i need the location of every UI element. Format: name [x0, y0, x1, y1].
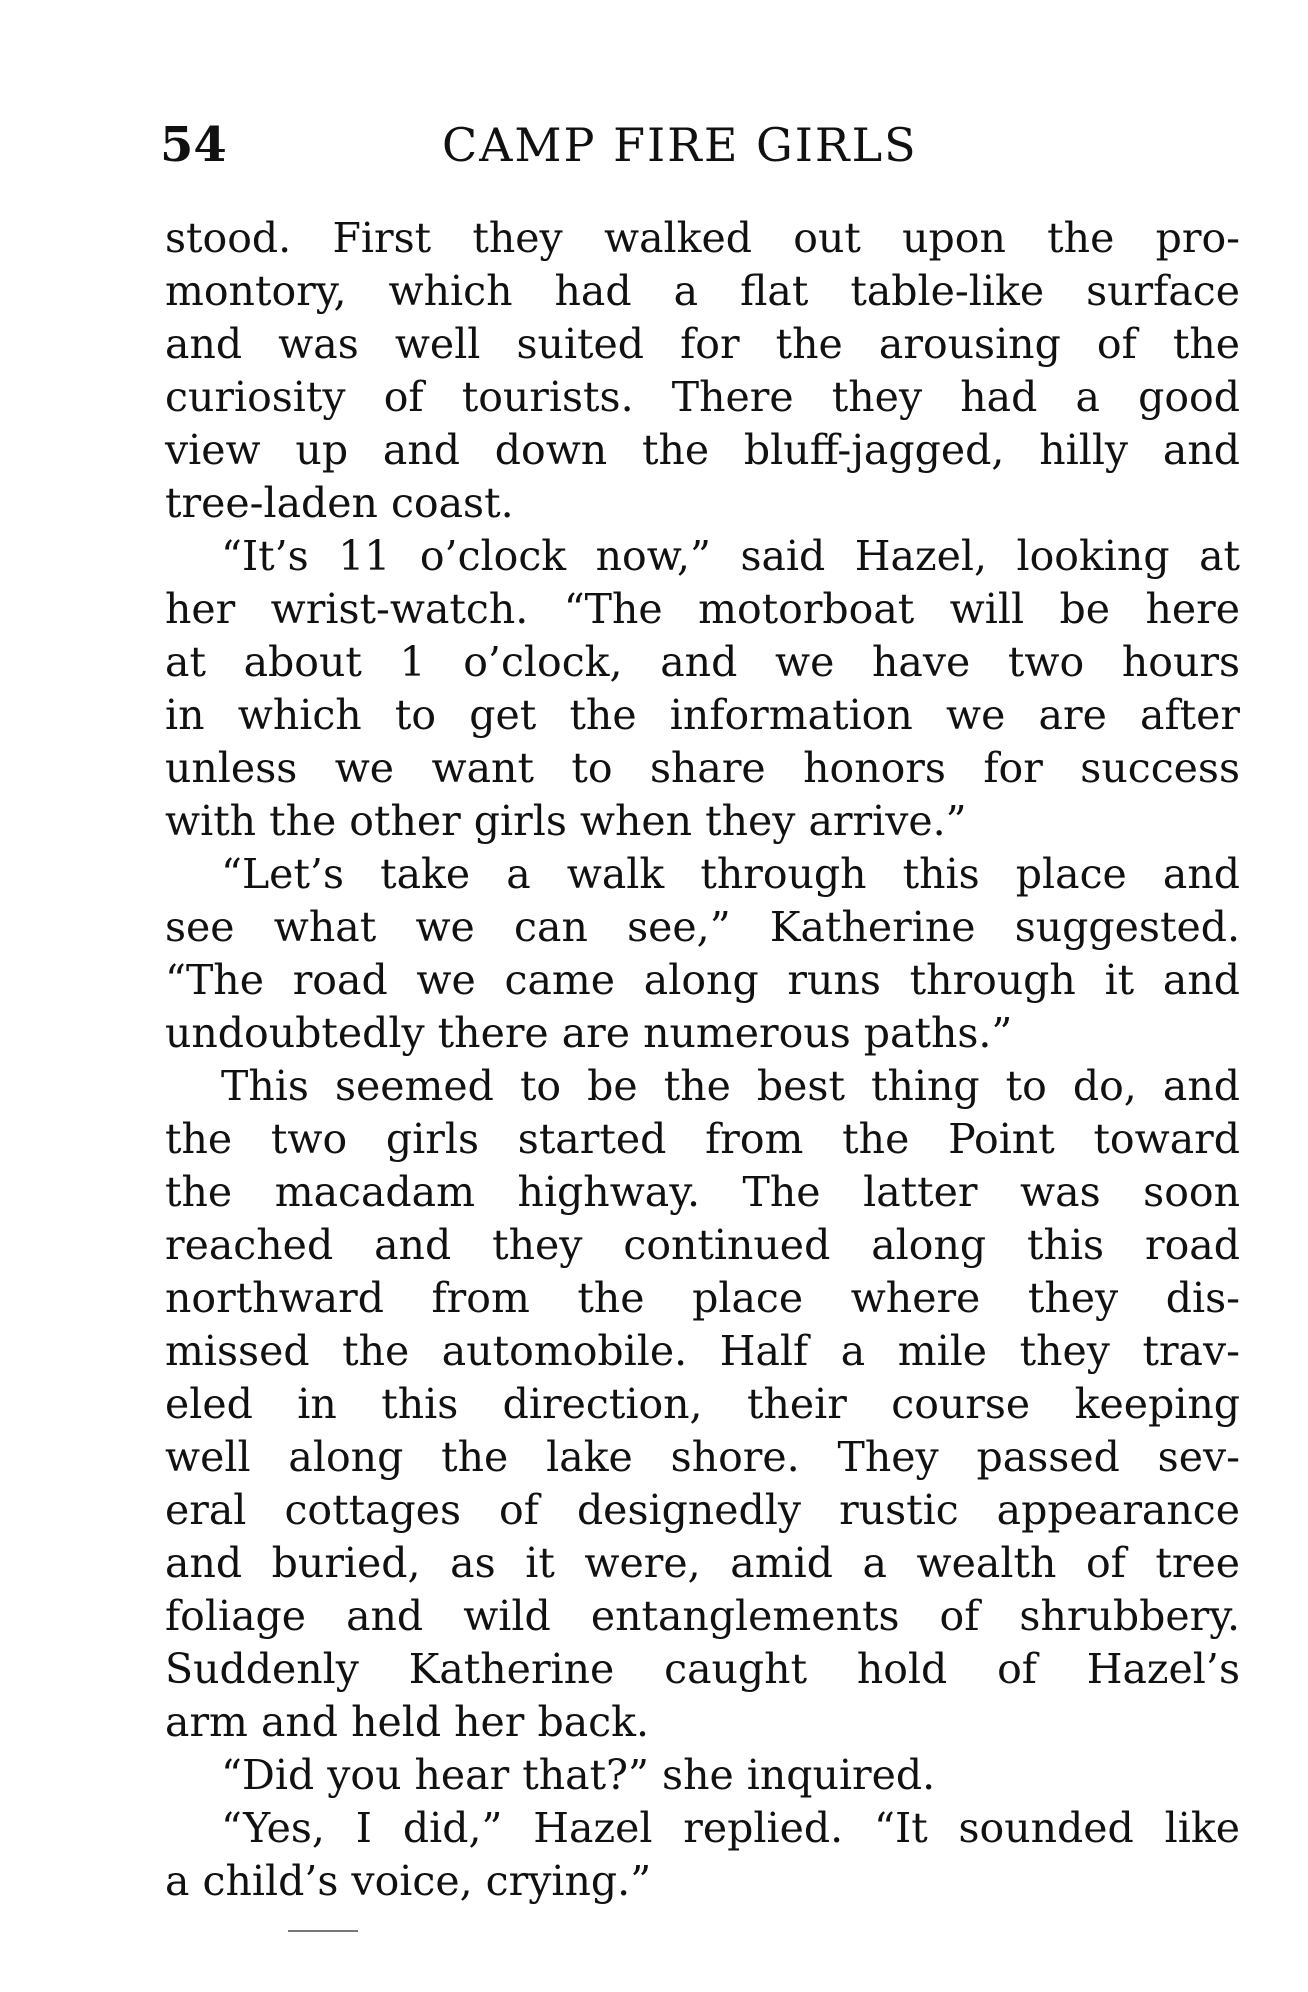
text-line: “It’s 11 o’clock now,” said Hazel, looking at [221, 532, 1240, 580]
body-text [165, 212, 1240, 1908]
text-line: missed the automobile. Half a mile they trav- [165, 1327, 1240, 1375]
text-line: with the other girls when they arrive.” [165, 797, 967, 845]
text-line: tree-laden coast. [165, 479, 514, 527]
text-line: “Yes, I did,” Hazel replied. “It sounded like [221, 1804, 1240, 1852]
text-line: the macadam highway. The latter was soon [165, 1168, 1240, 1216]
text-line: in which to get the information we are after [165, 691, 1240, 739]
text-line: at about 1 o’clock, and we have two hours [165, 638, 1240, 686]
text-line: well along the lake shore. They passed sev- [165, 1433, 1240, 1481]
text-line: “Did you hear that?” she inquired. [221, 1751, 936, 1799]
text-line: “The road we came along runs through it and [165, 956, 1240, 1004]
page-number: 54 [160, 117, 227, 173]
text-line: a child’s voice, crying.” [165, 1857, 652, 1905]
text-line: unless we want to share honors for success [165, 744, 1240, 792]
text-line: reached and they continued along this road [165, 1221, 1240, 1269]
text-line: her wrist-watch. “The motorboat will be here [165, 585, 1240, 633]
text-line: see what we can see,” Katherine suggested. [165, 903, 1240, 951]
text-line: eral cottages of designedly rustic appearance [165, 1486, 1240, 1534]
text-line: Suddenly Katherine caught hold of Hazel’s [165, 1645, 1240, 1693]
book-title: CAMP FIRE GIRLS [442, 118, 918, 172]
text-line: arm and held her back. [165, 1698, 649, 1746]
text-line: undoubtedly there are numerous paths.” [165, 1009, 1013, 1057]
text-line: northward from the place where they dis- [165, 1274, 1240, 1322]
text-line: “Let’s take a walk through this place and [221, 850, 1240, 898]
text-line: foliage and wild entanglements of shrubbery. [165, 1592, 1240, 1640]
text-line: the two girls started from the Point toward [165, 1115, 1240, 1163]
text-line: eled in this direction, their course keeping [165, 1380, 1240, 1428]
text-line: montory, which had a flat table-like surface [165, 267, 1240, 315]
text-line: stood. First they walked out upon the pro- [165, 214, 1240, 262]
text-line: This seemed to be the best thing to do, and [221, 1062, 1240, 1110]
text-line: curiosity of tourists. There they had a good [165, 373, 1240, 421]
running-head [160, 110, 1240, 180]
text-line: view up and down the bluff-jagged, hilly and [165, 426, 1240, 474]
text-line: and buried, as it were, amid a wealth of tree [165, 1539, 1240, 1587]
footer-rule [288, 1930, 358, 1932]
text-line: and was well suited for the arousing of the [165, 320, 1240, 368]
